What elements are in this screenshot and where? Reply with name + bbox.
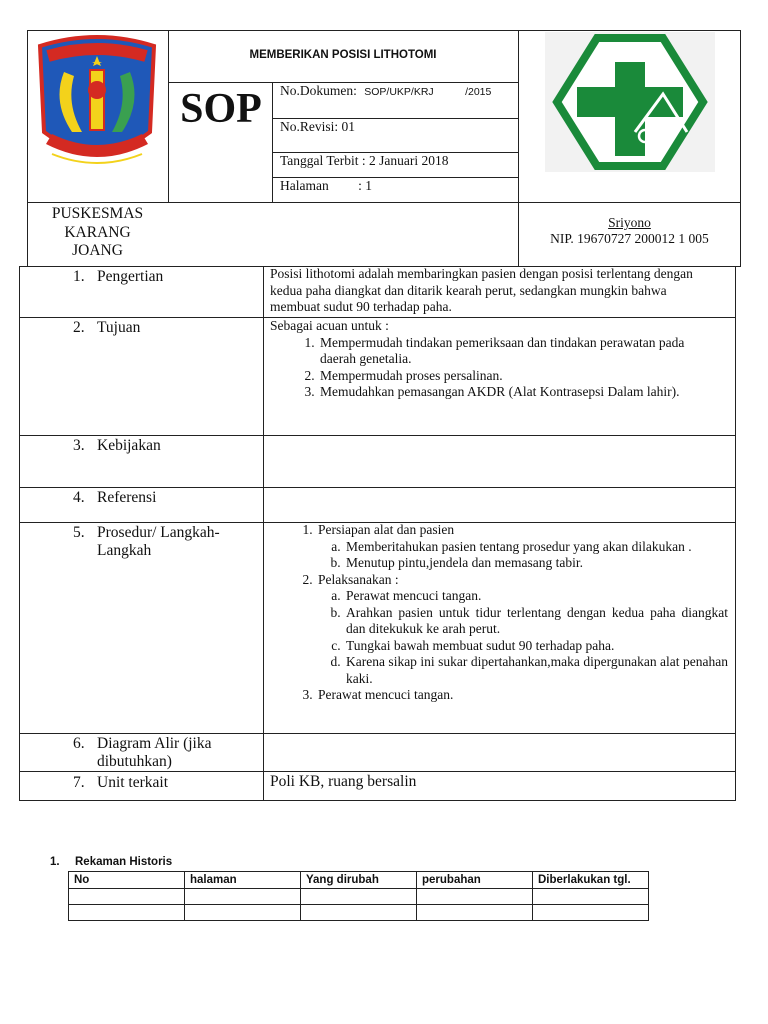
- no-dokumen-year: /2015: [465, 86, 492, 98]
- section-unit-label: 7. Unit terkait: [73, 774, 169, 791]
- signer-nip: NIP. 19670727 200012 1 005: [550, 231, 709, 246]
- history-col-perubahan: perubahan: [417, 872, 533, 889]
- no-dokumen-label: No.Dokumen:: [280, 83, 357, 98]
- prosedur-step-2-item-c: c. Tungkai bawah membuat sudut 90 terhadap paha.: [344, 638, 728, 655]
- tujuan-item-2: 2. Mempermudah proses persalinan.: [318, 368, 710, 385]
- section-referensi-label: 4. Referensi: [73, 489, 157, 506]
- halaman: [280, 178, 372, 194]
- tujuan-list: [270, 335, 710, 401]
- tujuan-intro: Sebagai acuan untuk :: [270, 318, 389, 333]
- city-crest-logo: [32, 32, 162, 167]
- section-prosedur-label: 5. Prosedur/ Langkah- Langkah: [73, 524, 220, 559]
- prosedur-step-1-item-b: b. Menutup pintu,jendela dan memasang tabir.: [344, 555, 728, 572]
- history-table: [68, 871, 649, 921]
- section-pengertian-text: Posisi lithotomi adalah membaringkan pasien dengan posisi terlentang dengan kedua paha diangkat dan ditarik kearah perut, sedangkan mungkin bahwa membuat sudut 90 terhadap paha.: [270, 266, 693, 314]
- document-title: MEMBERIKAN POSISI LITHOTOMI: [249, 49, 437, 61]
- history-heading: 1. Rekaman Historis: [50, 856, 173, 868]
- facility-line-3: JOANG: [72, 242, 123, 259]
- prosedur-step-2-item-d: d. Karena sikap ini sukar dipertahankan,maka dipergunakan alat penahan kaki.: [344, 654, 728, 687]
- prosedur-step-2-item-b: b. Arahkan pasien untuk tidur terlentang dengan kedua paha diangkat dan ditekukuk ke arah perut.: [344, 605, 728, 638]
- section-kebijakan-label: 3. Kebijakan: [73, 437, 161, 454]
- history-header-row: [69, 872, 649, 889]
- history-col-no: No: [69, 872, 185, 889]
- no-dokumen: [280, 83, 491, 100]
- section-diagram-label: 6. Diagram Alir (jika dibutuhkan): [73, 735, 212, 770]
- signer-block: [518, 215, 741, 247]
- facility-name: [27, 205, 168, 261]
- section-prosedur-text: [270, 522, 728, 704]
- table-row: [69, 905, 649, 921]
- prosedur-step-3: 3. Perawat mencuci tangan.: [316, 687, 728, 704]
- prosedur-step-1-item-a: a. Memberitahukan pasien tentang prosedur yang akan dilakukan .: [344, 539, 728, 556]
- tanggal-terbit: Tanggal Terbit : 2 Januari 2018: [280, 153, 449, 168]
- section-tujuan-text: [270, 318, 710, 401]
- facility-line-2: KARANG: [64, 223, 131, 241]
- history-col-yang-dirubah: Yang dirubah: [301, 872, 417, 889]
- no-dokumen-value: SOP/UKP/KRJ: [364, 86, 434, 98]
- prosedur-step-2: 2. Pelaksanakan : a. Perawat mencuci tangan. b. Arahkan pasien untuk tidur terlentang dengan kedua paha diangkat dan ditekukuk ke arah perut. c. Tungkai bawah membuat sudut 90 terhadap paha. d. Karena sikap ini sukar dipertahankan,maka dipergunakan alat penahan kaki.: [316, 572, 728, 688]
- section-tujuan-label: 2. Tujuan: [73, 319, 141, 336]
- prosedur-step-2-items: [318, 588, 728, 687]
- table-row: [69, 889, 649, 905]
- tujuan-item-3: 3. Memudahkan pemasangan AKDR (Alat Kontrasepsi Dalam lahir).: [318, 384, 710, 401]
- history-col-halaman: halaman: [185, 872, 301, 889]
- tujuan-item-1: 1. Mempermudah tindakan pemeriksaan dan tindakan perawatan pada daerah genetalia.: [318, 335, 710, 368]
- history-col-diberlakukan: Diberlakukan tgl.: [533, 872, 649, 889]
- section-unit-text: Poli KB, ruang bersalin: [270, 773, 417, 790]
- prosedur-step-2-item-a: a. Perawat mencuci tangan.: [344, 588, 728, 605]
- prosedur-step-1-items: [318, 539, 728, 572]
- section-pengertian-label: 1. Pengertian: [73, 268, 164, 285]
- facility-line-1: PUSKESMAS: [51, 205, 144, 222]
- sop-label: SOP: [180, 86, 262, 132]
- puskesmas-logo: [545, 32, 715, 172]
- prosedur-step-1: 1. Persiapan alat dan pasien a. Memberitahukan pasien tentang prosedur yang akan dilakukan . b. Menutup pintu,jendela dan memasang tabir.: [316, 522, 728, 572]
- halaman-value: : 1: [358, 178, 372, 193]
- no-revisi: No.Revisi: 01: [280, 119, 356, 134]
- signer-name: Sriyono: [608, 215, 651, 230]
- prosedur-steps: [270, 522, 728, 704]
- halaman-label: Halaman: [280, 178, 329, 193]
